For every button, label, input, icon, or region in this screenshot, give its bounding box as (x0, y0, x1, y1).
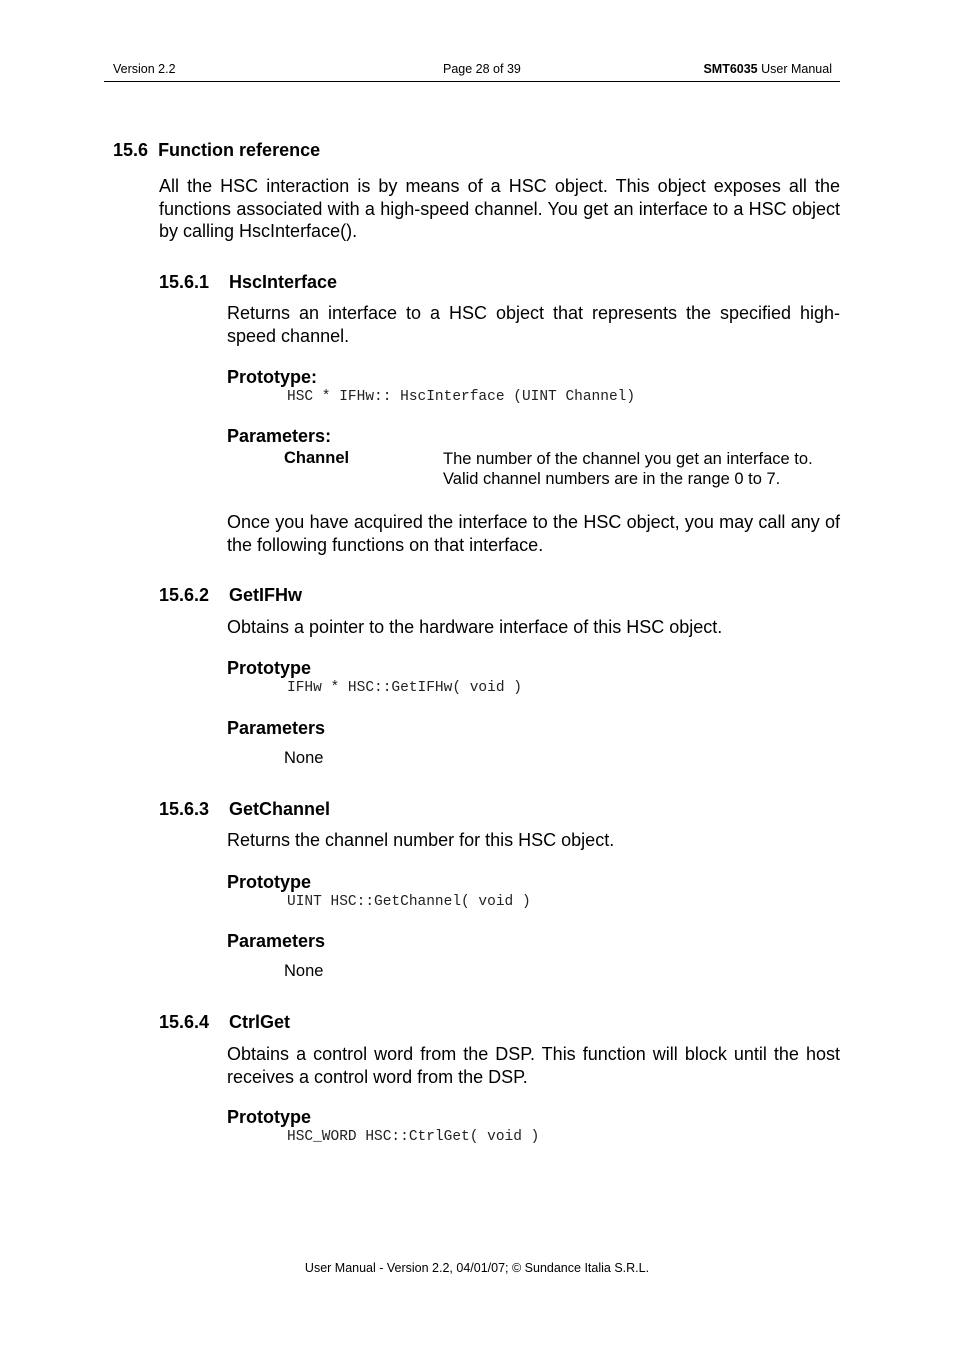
header-version: Version 2.2 (113, 62, 176, 76)
ctrlget-prototype-code: HSC_WORD HSC::CtrlGet( void ) (287, 1129, 540, 1145)
param-channel-desc-2: Valid channel numbers are in the range 0 to 7. (443, 470, 781, 488)
getchannel-parameters-label: Parameters (227, 931, 326, 951)
header-page-number: Page 28 of 39 (443, 62, 521, 76)
subsection-number: 15.6.1 (159, 272, 210, 292)
subsection-heading-getifhw (159, 585, 302, 606)
page-footer: User Manual - Version 2.2, 04/01/07; © Sundance Italia S.R.L. (304, 1261, 650, 1275)
getifhw-prototype-label: Prototype (227, 658, 312, 678)
header-manual: User Manual (761, 62, 832, 76)
getchannel-description: Returns the channel number for this HSC object. (227, 830, 615, 850)
subsection-heading-getchannel (159, 799, 330, 820)
header-product: SMT6035 (703, 62, 758, 76)
section-number: 15.6 (113, 140, 149, 160)
getchannel-parameters-none: None (284, 962, 324, 980)
param-channel-name: Channel (284, 449, 350, 467)
subsection-number: 15.6.4 (159, 1012, 210, 1032)
header-divider (104, 81, 840, 82)
hscinterface-parameters-label: Parameters: (227, 426, 332, 446)
hscinterface-prototype-label: Prototype: (227, 367, 317, 387)
param-channel-desc-1: The number of the channel you get an interface to. (443, 450, 813, 468)
subsection-title: CtrlGet (229, 1012, 291, 1032)
subsection-number: 15.6.3 (159, 799, 210, 819)
subsection-title: GetIFHw (229, 585, 303, 605)
header-manual-title (703, 62, 832, 76)
hscinterface-prototype-code: HSC * IFHw:: HscInterface (UINT Channel) (287, 389, 636, 405)
ctrlget-description: Obtains a control word from the DSP. This function will block until the host receives a control word from the DSP. (227, 1044, 840, 1087)
hscinterface-after-text: Once you have acquired the interface to the HSC object, you may call any of the following functions on that interface. (227, 512, 840, 555)
getchannel-prototype-label: Prototype (227, 872, 312, 892)
subsection-heading-hscinterface (159, 272, 337, 293)
subsection-number: 15.6.2 (159, 585, 210, 605)
subsection-title: HscInterface (229, 272, 338, 292)
getifhw-parameters-none: None (284, 749, 324, 767)
subsection-heading-ctrlget (159, 1012, 290, 1033)
getifhw-prototype-code: IFHw * HSC::GetIFHw( void ) (287, 680, 522, 696)
ctrlget-prototype-label: Prototype (227, 1107, 312, 1127)
getifhw-parameters-label: Parameters (227, 718, 326, 738)
getifhw-description: Obtains a pointer to the hardware interface of this HSC object. (227, 617, 723, 637)
section-intro: All the HSC interaction is by means of a HSC object. This object exposes all the functions associated with a high-speed channel. You get an interface to a HSC object by calling HscInterface(). (159, 176, 840, 241)
hscinterface-description: Returns an interface to a HSC object that represents the specified high-speed channel. (227, 303, 840, 346)
section-heading (113, 140, 320, 161)
subsection-title: GetChannel (229, 799, 331, 819)
section-title: Function reference (158, 140, 321, 160)
getchannel-prototype-code: UINT HSC::GetChannel( void ) (287, 894, 531, 910)
